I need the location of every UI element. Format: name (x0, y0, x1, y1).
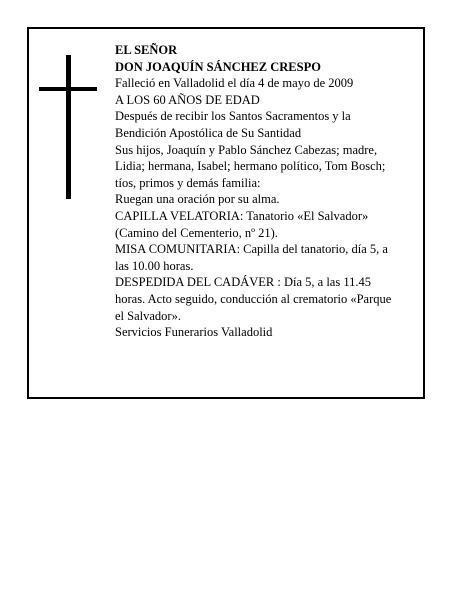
family-line-1: Sus hijos, Joaquín y Pablo Sánchez Cabezas; madre, (115, 142, 378, 157)
farewell-line-2: horas. Acto seguido, conducción al crematorio «Parque (115, 291, 392, 306)
notice-text (115, 42, 420, 341)
cross-icon (39, 55, 97, 199)
prayer-line: Ruegan una oración por su alma. (115, 192, 280, 207)
cross-horizontal-bar (39, 87, 97, 91)
deceased-name: DON JOAQUÍN SÁNCHEZ CRESPO (115, 59, 321, 74)
sacraments-line-1: Después de recibir los Santos Sacramentos y la (115, 109, 351, 124)
cross-vertical-bar (66, 55, 71, 199)
mass-line-2: las 10.00 horas. (115, 258, 194, 273)
mass-line-1: MISA COMUNITARIA: Capilla del tanatorio, día 5, a (115, 242, 388, 257)
family-line-2: Lidia; hermana, Isabel; hermano político, Tom Bosch; (115, 159, 386, 174)
notice-title: EL SEÑOR (115, 43, 178, 57)
chapel-line-2: (Camino del Cementerio, nº 21). (115, 225, 278, 240)
farewell-line-3: el Salvador». (115, 308, 181, 323)
obituary-notice (27, 27, 425, 399)
age-line: A LOS 60 AÑOS DE EDAD (115, 92, 260, 107)
farewell-line-1: DESPEDIDA DEL CADÁVER : Día 5, a las 11.45 (115, 275, 371, 290)
chapel-line-1: CAPILLA VELATORIA: Tanatorio «El Salvador» (115, 208, 369, 223)
sacraments-line-2: Bendición Apostólica de Su Santidad (115, 125, 302, 140)
funeral-services-line: Servicios Funerarios Valladolid (115, 325, 273, 340)
death-date-line: Falleció en Valladolid el día 4 de mayo de 2009 (115, 76, 354, 91)
family-line-3: tíos, primos y demás familia: (115, 175, 261, 190)
